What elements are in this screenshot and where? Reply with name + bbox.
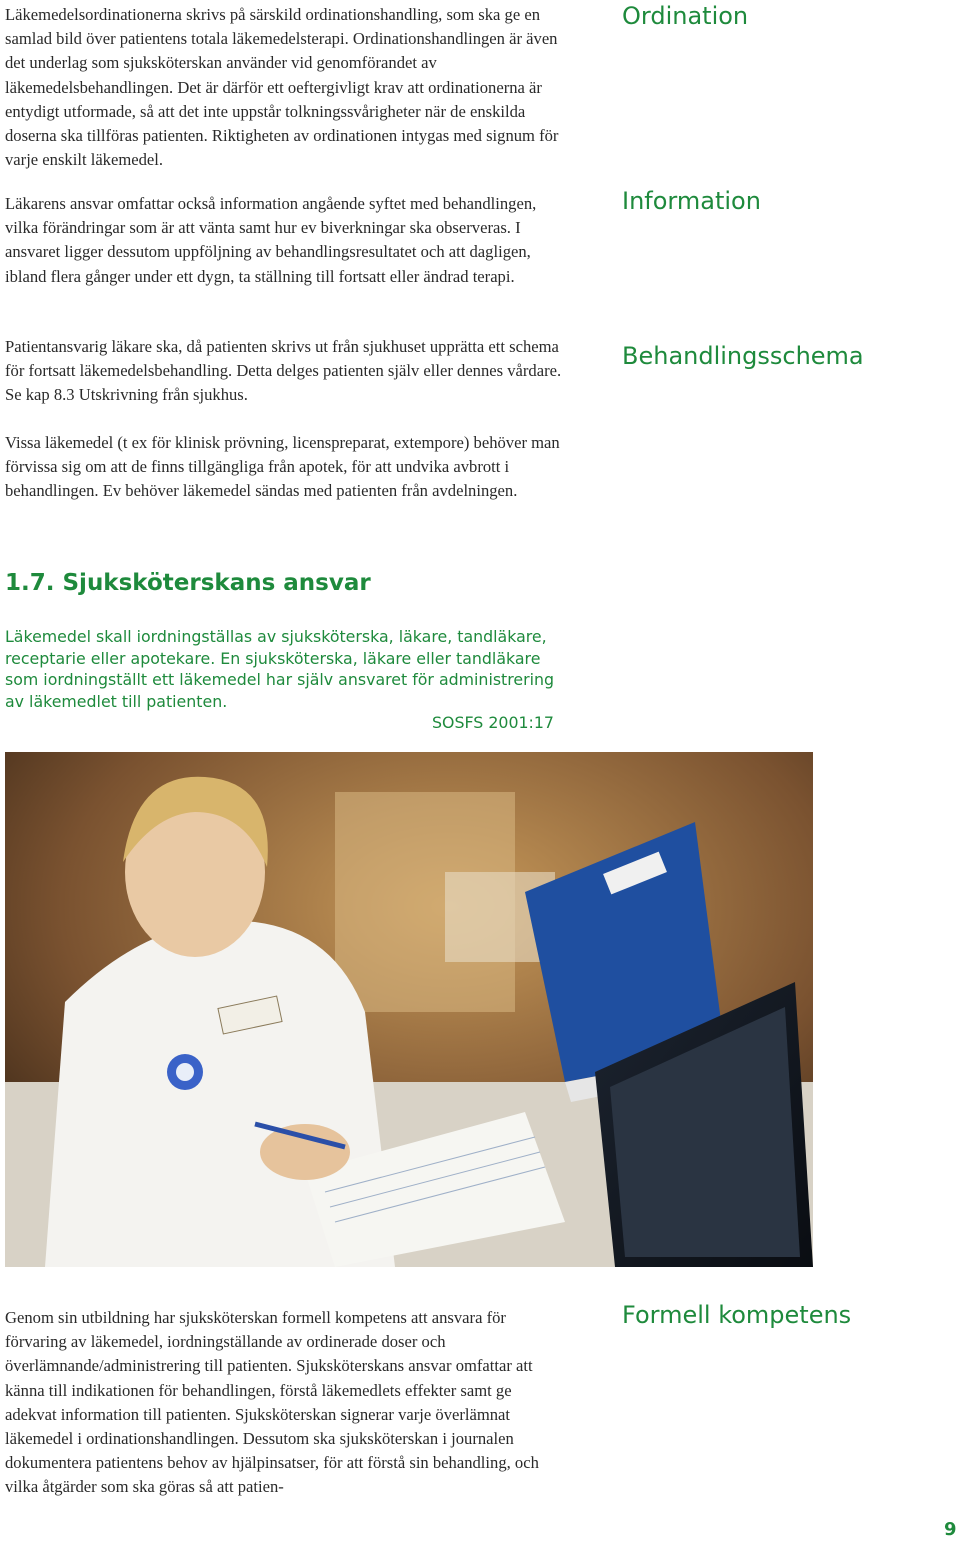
regulation-quote: Läkemedel skall iordningställas av sjuksköterska, läkare, tandläkare, receptarie eller apotekare. En sjuksköterska, läkare eller tandläkare som iordningställt ett läkemedel har själv ansvaret för administrering av läkemedlet till patienten. (5, 627, 555, 711)
side-label-information: Information (622, 187, 761, 215)
regulation-source: SOSFS 2001:17 (432, 713, 554, 732)
side-label-ordination: Ordination (622, 2, 749, 30)
paragraph-ordination: Läkemedelsordinationerna skrivs på särskild ordinationshandling, som ska ge en samlad bild över patientens totala läkemedelsterapi. Ordinationshandlingen är även det underlag som sjuksköterskan använder vid genomförandet av läkemedelsbehandlingen. Det är därför ett oeftergivligt krav att ordinationerna är entydigt utformade, så att det inte uppstår tolkningssvårigheter när de enskilda doserna ska tillföras patienten. Riktigheten av ordinationen intygas med signum för varje enskilt läkemedel. (5, 5, 559, 170)
side-label-formell-kompetens: Formell kompetens (622, 1301, 852, 1329)
paragraph-information: Läkarens ansvar omfattar också information angående syftet med behandlingen, vilka förändringar som är att vänta samt hur ev biverkningar ska observeras. I ansvaret ligger dessutom uppföljning av behandlingsresultatet och att dagligen, ibland flera gånger under ett dygn, ta ställning till fortsatt eller ändrad terapi. (5, 194, 537, 286)
paragraph-behandlingsschema: Patientansvarig läkare ska, då patienten skrivs ut från sjukhuset upprätta ett schema för fortsatt läkemedelsbehandling. Detta delges patienten själv eller dennes vårdare. Se kap 8.3 Utskrivning från sjukhus. (5, 337, 562, 405)
page-number: 9 (944, 1519, 957, 1540)
nurse-photo (5, 752, 813, 1267)
section-heading: 1.7. Sjuksköterskans ansvar (5, 570, 371, 596)
paragraph-formell-kompetens: Genom sin utbildning har sjuksköterskan formell kompetens att ansvara för förvaring av läkemedel, iordningställande av ordinerade doser och överlämnande/administrering till patienten. Sjuksköterskans ansvar omfattar att känna till indikationen för behandlingen, förstå läkemedlets effekter samt ge adekvat information till patienten. Sjuksköterskan signerar varje överlämnat läkemedel i ordinationshandlingen. Dessutom ska sjuksköterskan i journalen dokumentera patientens behov av hjälpinsatser, för att förstå sin behandling, och vilka åtgärder som ska göras så att patien- (5, 1308, 539, 1497)
side-label-behandlingsschema: Behandlingsschema (622, 342, 864, 370)
paragraph-availability: Vissa läkemedel (t ex för klinisk prövning, licenspreparat, extempore) behöver man förvissa sig om att de finns tillgängliga från apotek, för att undvika avbrott i behandlingen. Ev behöver läkemedel sändas med patienten från avdelningen. (5, 433, 560, 501)
